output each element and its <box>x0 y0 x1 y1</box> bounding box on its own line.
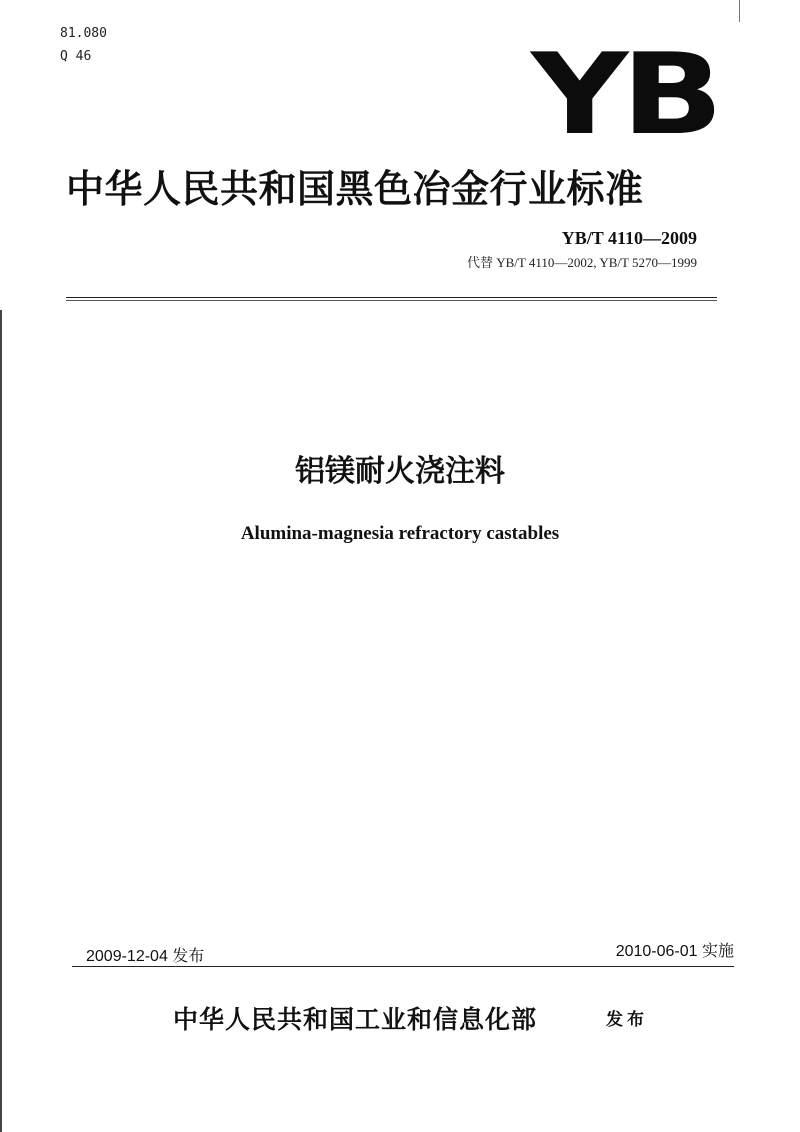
implement-date: 2010-06-01 实施 <box>615 943 734 960</box>
header-divider <box>66 297 717 298</box>
ics-code: 81.080 <box>60 26 107 41</box>
publish-date: 2009-12-04 发布 <box>86 948 205 965</box>
scan-edge-right <box>739 0 740 22</box>
document-title-english: Alumina-magnesia refractory castables <box>240 523 560 544</box>
document-title-chinese: 铝镁耐火浇注料 <box>295 454 505 489</box>
header-divider-thin <box>66 300 717 301</box>
ccs-code: Q 46 <box>60 49 92 64</box>
replaces-standards: 代替 YB/T 4110—2002, YB/T 5270—1999 <box>466 255 697 270</box>
scan-edge-left <box>0 310 2 1132</box>
issue-label: 发布 <box>606 1010 648 1030</box>
standard-category-title: 中华人民共和国黑色冶金行业标准 <box>66 167 644 211</box>
issuing-ministry: 中华人民共和国工业和信息化部 <box>173 1005 538 1034</box>
footer-divider <box>72 966 734 967</box>
yb-logo: YB <box>531 30 717 160</box>
standard-number: YB/T 4110—2009 <box>561 228 697 248</box>
